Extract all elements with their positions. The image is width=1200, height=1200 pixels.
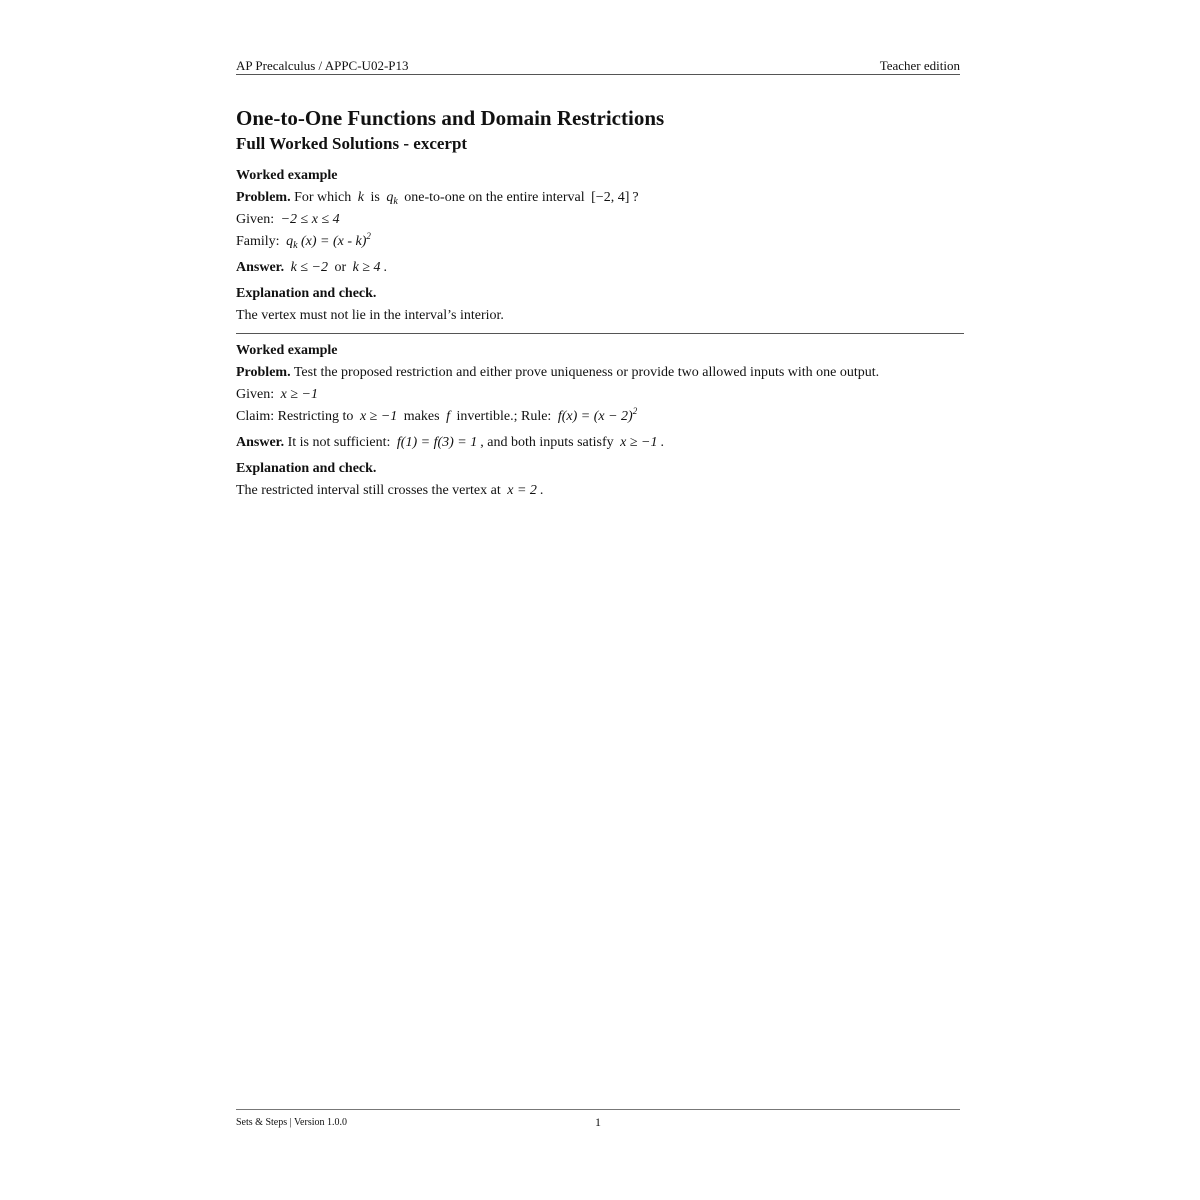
claim-text: Claim: Restricting to bbox=[236, 409, 354, 424]
answer-math: x ≥ −1 bbox=[620, 435, 658, 450]
rule-expression: f(x) = (x − 2) bbox=[557, 409, 633, 424]
answer-text: , and both inputs satisfy bbox=[480, 435, 614, 450]
header-course-code: AP Precalculus / APPC-U02-P13 bbox=[236, 58, 409, 73]
header-edition: Teacher edition bbox=[879, 58, 960, 73]
claim-text: makes bbox=[403, 409, 440, 424]
explanation-line bbox=[236, 480, 964, 502]
explanation-text: The restricted interval still crosses the vertex at bbox=[236, 483, 501, 498]
problem-variable: k bbox=[357, 190, 364, 205]
example-label: Worked example bbox=[236, 343, 338, 358]
family-expression: (x) = (x - k) bbox=[301, 234, 367, 249]
family-line bbox=[236, 231, 964, 253]
problem-text: Test the proposed restriction and either prove uniqueness or provide two allowed inputs with one output. bbox=[293, 365, 880, 380]
main-content bbox=[236, 104, 964, 502]
running-header bbox=[236, 57, 960, 75]
problem-function bbox=[383, 190, 400, 205]
given-label: Given: bbox=[236, 387, 275, 402]
given-math: x ≥ −1 bbox=[280, 387, 318, 402]
answer-text: It is not sufficient: bbox=[287, 435, 391, 450]
explanation-label: Explanation and check. bbox=[236, 286, 377, 301]
problem-end: ? bbox=[632, 190, 639, 205]
problem-text: For which bbox=[294, 190, 352, 205]
claim-text: invertible.; Rule: bbox=[456, 409, 552, 424]
worked-example-1 bbox=[236, 165, 964, 327]
page-title: One-to-One Functions and Domain Restrictions bbox=[236, 106, 665, 130]
explanation-end: . bbox=[539, 483, 544, 498]
document-page bbox=[236, 0, 964, 1200]
answer-math: k ≥ 4 bbox=[352, 260, 381, 275]
family-exponent: 2 bbox=[366, 231, 371, 241]
problem-text: one-to-one on the entire interval bbox=[404, 190, 585, 205]
answer-math: k ≤ −2 bbox=[290, 260, 328, 275]
explanation-math: x = 2 bbox=[507, 483, 537, 498]
page-subtitle: Full Worked Solutions - excerpt bbox=[236, 134, 468, 153]
claim-math: x ≥ −1 bbox=[359, 409, 398, 424]
answer-text: or bbox=[334, 260, 347, 275]
problem-label: Problem. bbox=[236, 365, 291, 380]
given-label: Given: bbox=[236, 212, 275, 227]
problem-text: is bbox=[370, 190, 380, 205]
claim-line bbox=[236, 406, 964, 428]
answer-math: f(1) = f(3) = 1 bbox=[396, 435, 478, 450]
problem-label: Problem. bbox=[236, 190, 291, 205]
answer-end: . bbox=[383, 260, 388, 275]
rule-math bbox=[555, 406, 640, 424]
problem-line bbox=[236, 362, 964, 384]
explanation-label: Explanation and check. bbox=[236, 461, 377, 476]
problem-interval: [−2, 4] bbox=[591, 190, 630, 205]
family-math bbox=[283, 231, 374, 251]
problem-line bbox=[236, 187, 964, 209]
answer-end: . bbox=[660, 435, 664, 450]
given-math: −2 ≤ x ≤ 4 bbox=[280, 212, 340, 227]
answer-line bbox=[236, 257, 964, 279]
footer-version: Sets & Steps | Version 1.0.0 bbox=[236, 1117, 347, 1128]
family-function-name: q bbox=[286, 234, 294, 249]
section-divider bbox=[236, 333, 964, 334]
claim-variable: f bbox=[446, 409, 450, 424]
worked-example-2 bbox=[236, 340, 964, 502]
answer-line bbox=[236, 432, 964, 454]
example-label: Worked example bbox=[236, 168, 338, 183]
function-subscript: k bbox=[393, 196, 398, 207]
explanation-text: The vertex must not lie in the interval’s interior. bbox=[236, 308, 504, 323]
answer-label: Answer. bbox=[236, 260, 285, 275]
given-line bbox=[236, 384, 964, 406]
family-label: Family: bbox=[236, 234, 280, 249]
function-name: q bbox=[386, 190, 394, 205]
given-line bbox=[236, 209, 964, 231]
family-function-subscript: k bbox=[293, 240, 298, 251]
rule-exponent: 2 bbox=[632, 406, 638, 416]
running-footer bbox=[236, 1109, 960, 1136]
answer-label: Answer. bbox=[236, 435, 285, 450]
page-number: 1 bbox=[595, 1115, 601, 1129]
